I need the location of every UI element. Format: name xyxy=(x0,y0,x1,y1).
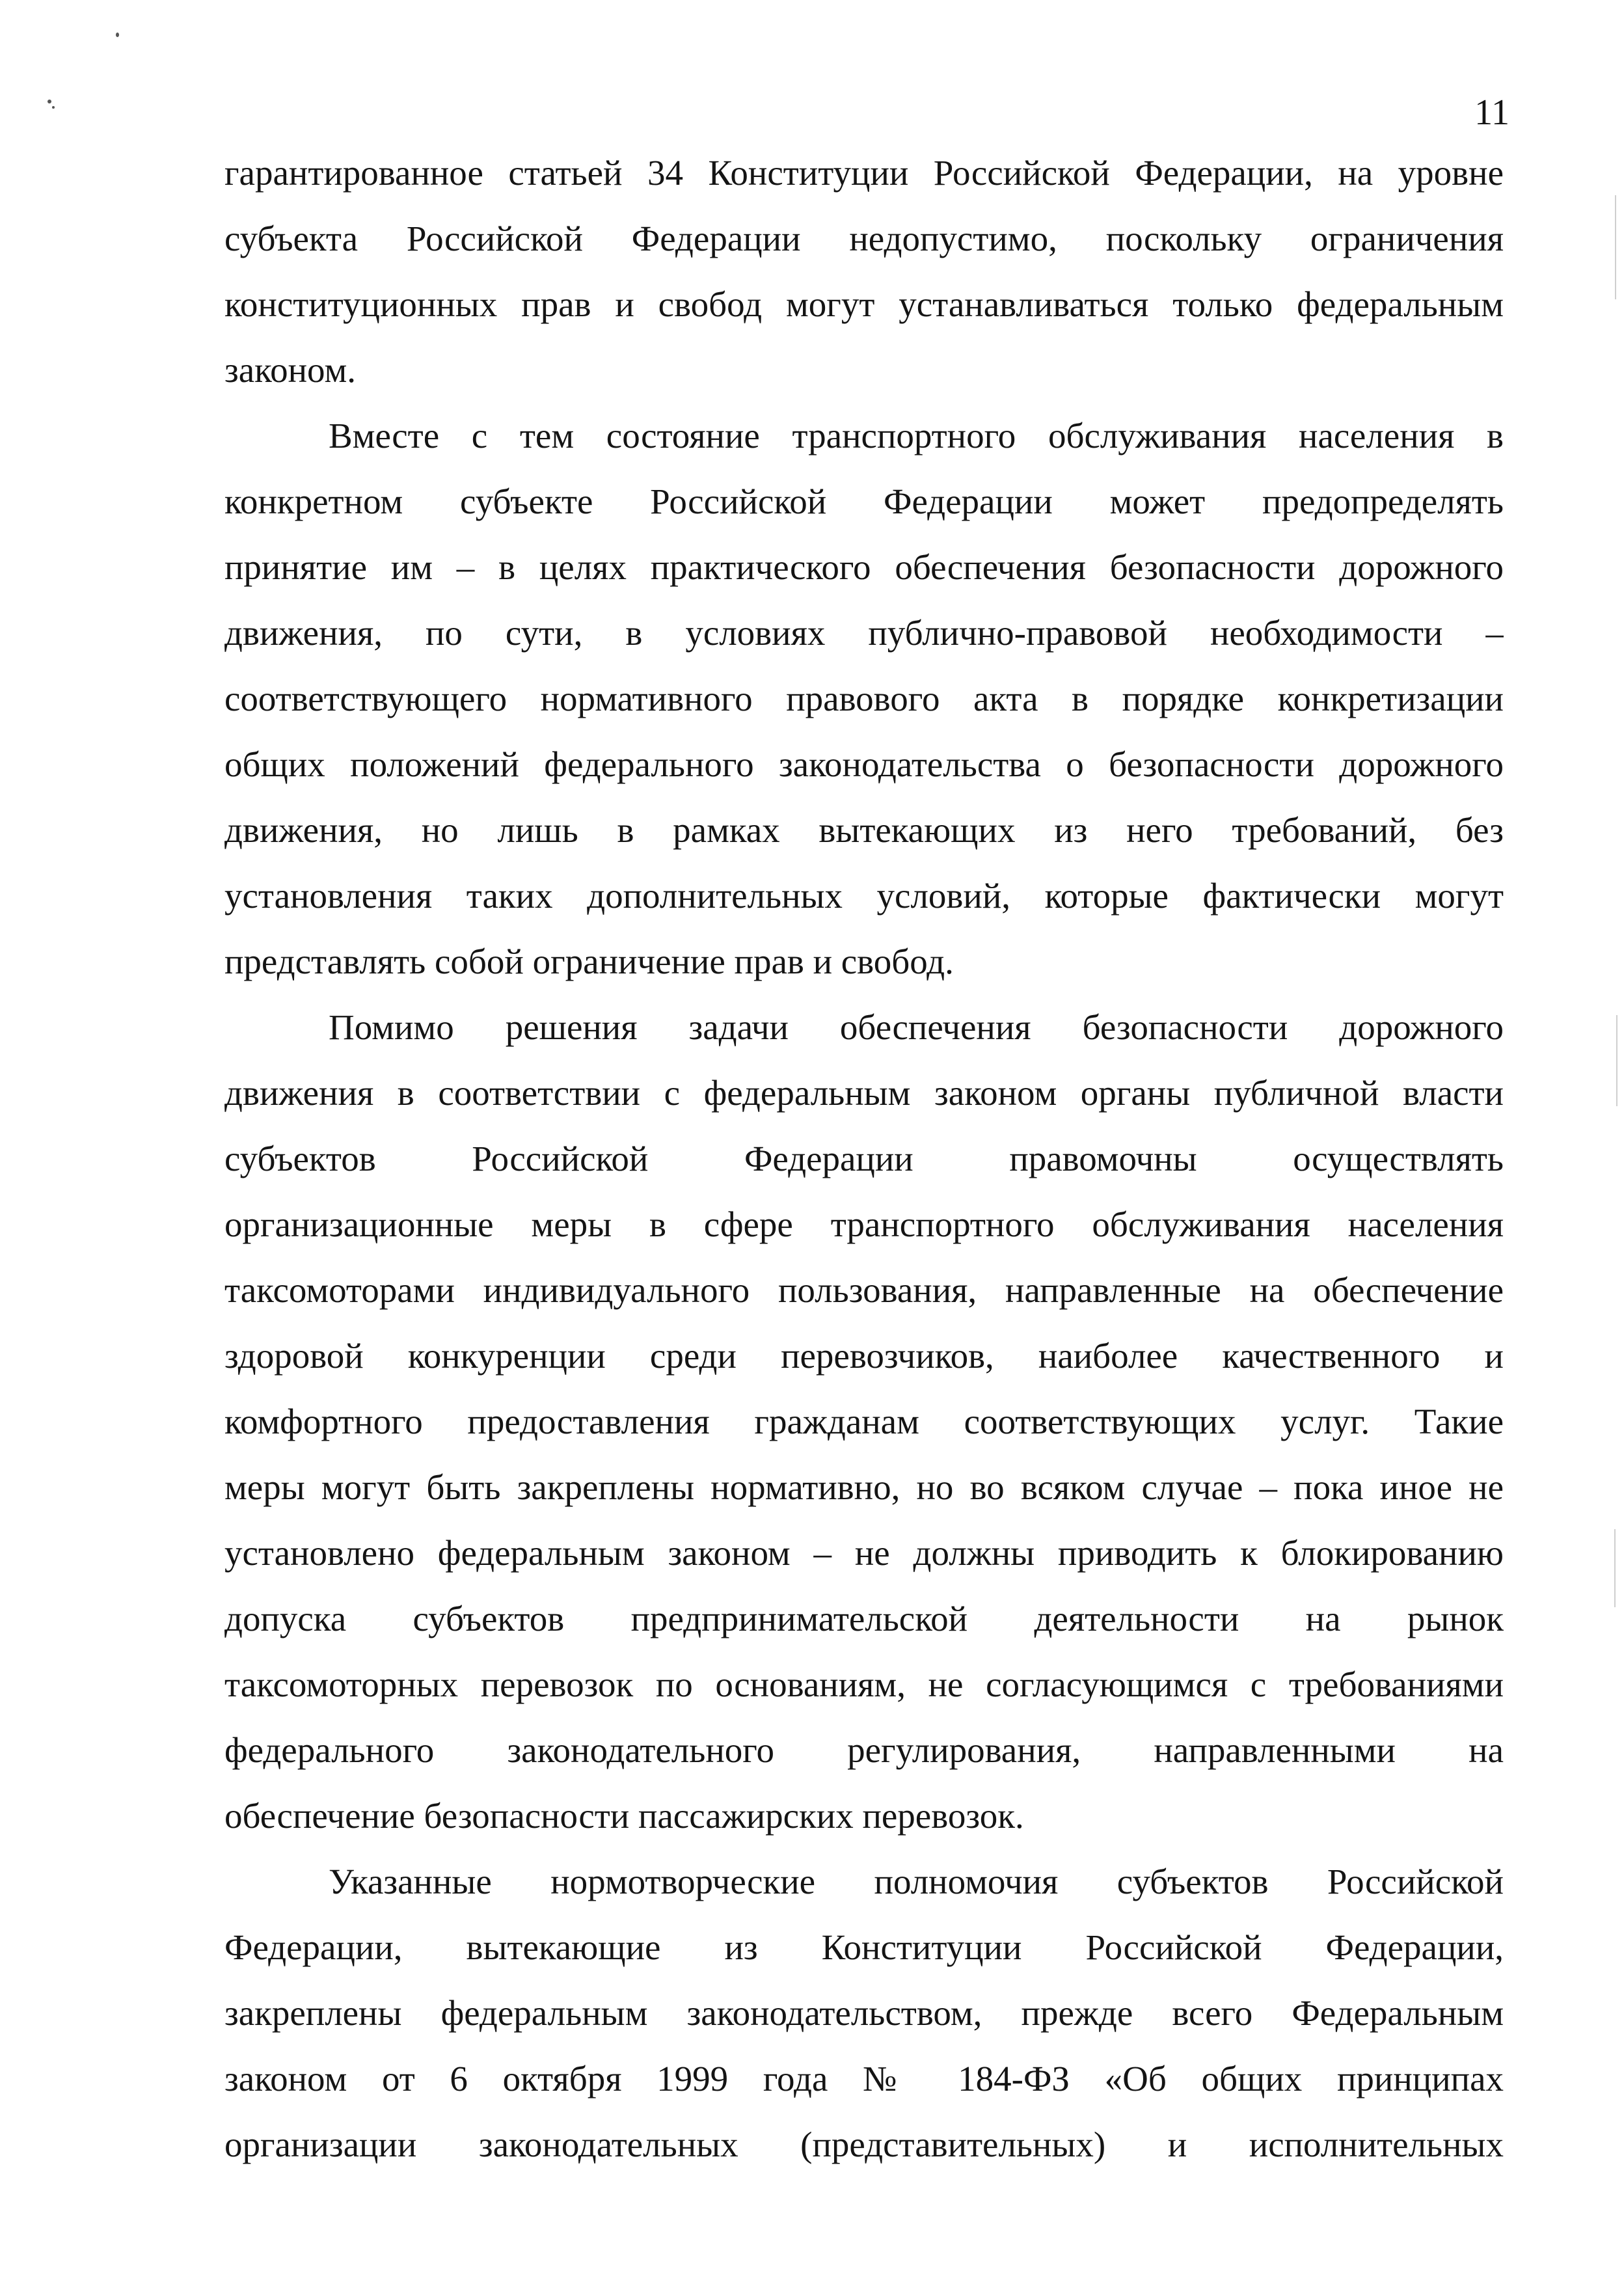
paragraph xyxy=(224,1849,1504,2177)
text-line: конкретном субъекте Российской Федерации может предопределять xyxy=(224,482,1504,521)
text-line: общих положений федерального законодательства о безопасности дорожного xyxy=(224,744,1504,784)
text-line: установлено федеральным законом – не должны приводить к блокированию xyxy=(224,1533,1504,1573)
text-line: движения, но лишь в рамках вытекающих из него требований, без xyxy=(224,810,1504,850)
text-line: организации законодательных (представительных) и исполнительных xyxy=(224,2125,1504,2164)
text-line: допуска субъектов предпринимательской деятельности на рынок xyxy=(224,1599,1504,1638)
text-line: Федерации, вытекающие из Конституции Российской Федерации, xyxy=(224,1927,1504,1967)
scan-edge-mark xyxy=(1614,1529,1616,1607)
text-line: Указанные нормотворческие полномочия субъектов Российской xyxy=(329,1862,1504,1901)
text-line: Вместе с тем состояние транспортного обслуживания населения в xyxy=(329,416,1504,455)
text-line: таксомоторами индивидуального пользования, направленные на обеспечение xyxy=(224,1270,1504,1310)
scan-edge-mark xyxy=(1616,1015,1617,1106)
text-line: представлять собой ограничение прав и свобод. xyxy=(224,942,954,981)
text-line: субъекта Российской Федерации недопустимо, поскольку ограничения xyxy=(224,219,1504,258)
paragraph xyxy=(224,994,1504,1849)
text-line: меры могут быть закреплены нормативно, но во всяком случае – пока иное не xyxy=(224,1467,1504,1507)
scan-speck xyxy=(47,100,51,103)
text-line: обеспечение безопасности пассажирских перевозок. xyxy=(224,1796,1024,1836)
text-line: закреплены федеральным законодательством, прежде всего Федеральным xyxy=(224,1993,1504,2033)
text-line: гарантированное статьей 34 Конституции Российской Федерации, на уровне xyxy=(224,153,1504,193)
text-line: федерального законодательного регулирования, направленными на xyxy=(224,1730,1504,1770)
text-line: конституционных прав и свобод могут устанавливаться только федеральным xyxy=(224,284,1504,324)
text-line: комфортного предоставления гражданам соответствующих услуг. Такие xyxy=(224,1402,1504,1441)
text-line: здоровой конкуренции среди перевозчиков, наиболее качественного и xyxy=(224,1336,1504,1376)
text-line: организационные меры в сфере транспортного обслуживания населения xyxy=(224,1204,1504,1244)
page-number: 11 xyxy=(1474,92,1509,133)
text-line: таксомоторных перевозок по основаниям, не согласующимся с требованиями xyxy=(224,1664,1504,1704)
scan-speck xyxy=(116,33,119,37)
text-line: законом от 6 октября 1999 года № 184-ФЗ «Об общих принципах xyxy=(224,2059,1504,2099)
scan-edge-mark xyxy=(1615,195,1616,299)
text-line: движения в соответствии с федеральным законом органы публичной власти xyxy=(224,1073,1504,1113)
paragraph xyxy=(224,140,1504,403)
text-line: Помимо решения задачи обеспечения безопасности дорожного xyxy=(329,1007,1504,1047)
text-line: законом. xyxy=(224,350,357,390)
text-line: принятие им – в целях практического обеспечения безопасности дорожного xyxy=(224,547,1504,587)
text-line: движения, по сути, в условиях публично-правовой необходимости – xyxy=(224,613,1504,653)
paragraph xyxy=(224,403,1504,994)
body-text xyxy=(224,140,1504,2177)
scan-speck xyxy=(52,106,55,109)
text-line: соответствующего нормативного правового акта в порядке конкретизации xyxy=(224,679,1504,718)
text-line: субъектов Российской Федерации правомочны осуществлять xyxy=(224,1139,1504,1178)
text-line: установления таких дополнительных условий, которые фактически могут xyxy=(224,876,1504,916)
